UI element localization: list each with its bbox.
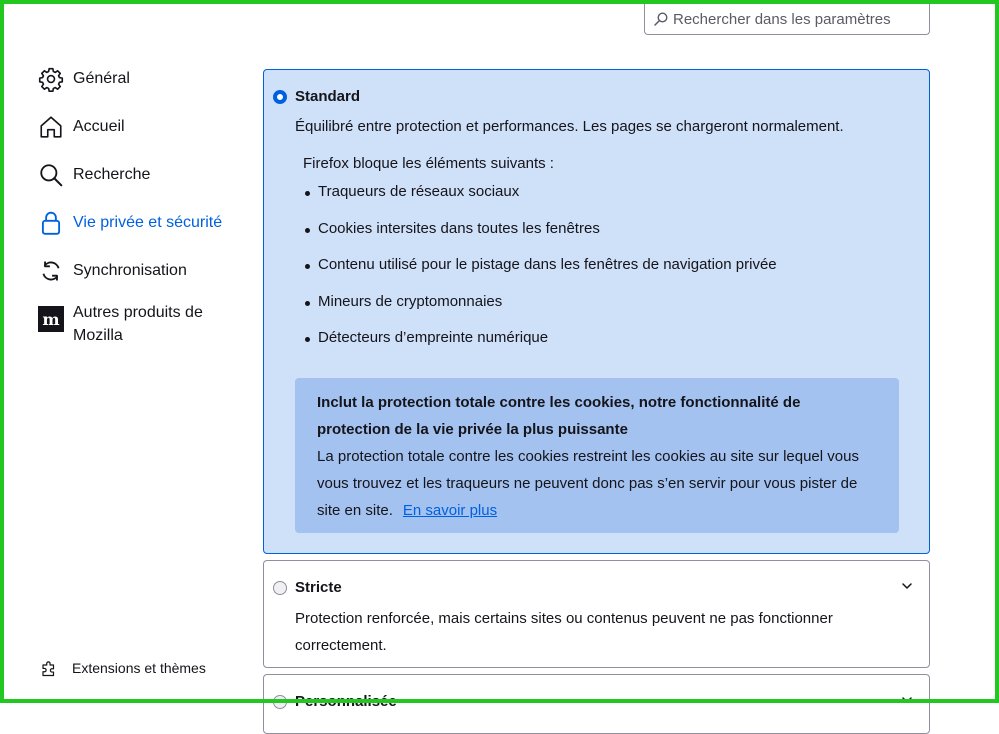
sidebar-item-sync[interactable] bbox=[38, 254, 248, 302]
extensions-themes-link[interactable] bbox=[40, 659, 206, 677]
learn-more-link[interactable]: En savoir plus bbox=[402, 502, 498, 519]
blocked-items-title: Firefox bloque les éléments suivants : bbox=[303, 155, 554, 172]
sidebar-item-mozilla-products[interactable] bbox=[38, 302, 248, 362]
extensions-themes-label: Extensions et thèmes bbox=[72, 660, 206, 676]
sidebar-item-privacy[interactable] bbox=[38, 206, 248, 254]
tcp-text bbox=[317, 443, 877, 524]
standard-description: Équilibré entre protection et performances. Les pages se chargeront normalement. bbox=[295, 118, 844, 135]
sidebar-item-label: Synchronisation bbox=[73, 262, 187, 279]
blocked-items-list bbox=[304, 183, 777, 366]
sidebar-item-home[interactable] bbox=[38, 110, 248, 158]
settings-search-input[interactable] bbox=[644, 4, 930, 35]
custom-title: Personnalisée bbox=[295, 693, 397, 710]
strict-title: Stricte bbox=[295, 579, 342, 596]
list-item: Détecteurs d’empreinte numérique bbox=[304, 329, 777, 366]
strict-description: Protection renforcée, mais certains sites ou contenus peuvent ne pas fonctionner correctement. bbox=[295, 610, 833, 654]
chevron-down-icon[interactable] bbox=[901, 581, 913, 591]
sidebar-item-label: Vie privée et sécurité bbox=[73, 214, 223, 231]
sidebar-item-label: Recherche bbox=[73, 166, 151, 183]
list-item: Mineurs de cryptomonnaies bbox=[304, 293, 777, 330]
custom-protection-card[interactable] bbox=[263, 674, 930, 734]
svg-text:m: m bbox=[42, 309, 60, 329]
settings-sidebar bbox=[38, 62, 248, 362]
standard-title: Standard bbox=[295, 88, 361, 105]
puzzle-icon bbox=[40, 659, 58, 677]
standard-protection-card[interactable] bbox=[263, 69, 930, 554]
sidebar-item-label: Autres produits de Mozilla bbox=[73, 304, 203, 344]
strict-radio[interactable] bbox=[273, 581, 287, 595]
lock-icon bbox=[38, 210, 64, 236]
tcp-title: Inclut la protection totale contre les cookies, notre fonctionnalité de protection de la vie privée la plus puissante bbox=[317, 394, 801, 438]
standard-radio[interactable] bbox=[273, 90, 287, 104]
custom-radio[interactable] bbox=[273, 695, 287, 709]
strict-protection-card[interactable] bbox=[263, 560, 930, 668]
mozilla-logo-icon bbox=[38, 306, 64, 332]
sidebar-item-general[interactable] bbox=[38, 62, 248, 110]
sidebar-item-search[interactable] bbox=[38, 158, 248, 206]
sync-icon bbox=[38, 258, 64, 284]
search-icon bbox=[38, 162, 64, 188]
sidebar-item-label: Accueil bbox=[73, 118, 125, 135]
list-item: Contenu utilisé pour le pistage dans les fenêtres de navigation privée bbox=[304, 256, 777, 293]
list-item: Traqueurs de réseaux sociaux bbox=[304, 183, 777, 220]
sidebar-item-label: Général bbox=[73, 70, 130, 87]
total-cookie-protection-box bbox=[295, 378, 899, 533]
list-item: Cookies intersites dans toutes les fenêtres bbox=[304, 220, 777, 257]
tcp-description: La protection totale contre les cookies restreint les cookies au site sur lequel vous vous trouvez et les traqueurs ne peuvent donc pas s’en servir pour vous pister de site en site. bbox=[317, 448, 859, 519]
gear-icon bbox=[38, 66, 64, 92]
chevron-down-icon[interactable] bbox=[901, 695, 913, 705]
search-placeholder: Rechercher dans les paramètres bbox=[673, 10, 891, 28]
home-icon bbox=[38, 114, 64, 140]
search-icon bbox=[654, 12, 668, 26]
